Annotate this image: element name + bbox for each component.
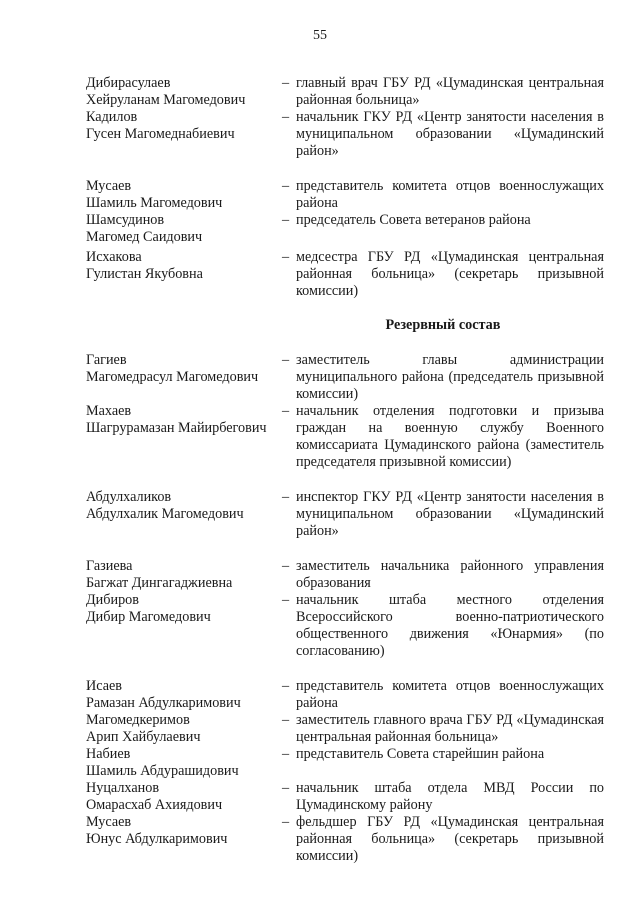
member-name — [86, 712, 282, 746]
member-given-name: Хейруланам Магомедович — [86, 92, 246, 108]
member-name — [86, 75, 282, 109]
member-surname: Мусаев — [86, 814, 132, 830]
member-role: председатель Совета ветеранов района — [296, 212, 531, 228]
member-surname: Дибирасулаев — [86, 75, 171, 91]
reserve-member-entry: Набиев Шамиль Абдурашидович – представитель Совета старейшин района — [86, 746, 604, 780]
member-role: начальник штаба отдела МВД России по Цумадинскому району — [296, 780, 604, 813]
member-role: инспектор ГКУ РД «Центр занятости населения в муниципальном образовании «Цумадинский район» — [296, 489, 604, 539]
member-role: представитель комитета отцов военнослужащих района — [296, 178, 604, 211]
member-surname: Махаев — [86, 403, 132, 419]
reserve-member-entry: Газиева Багжат Дингагаджиевна – заместитель начальника районного управления образования — [86, 558, 604, 591]
member-name — [86, 212, 282, 246]
member-given-name: Абдулхалик Магомедович — [86, 506, 244, 522]
member-surname: Шамсудинов — [86, 212, 165, 228]
member-role: фельдшер ГБУ РД «Цумадинская центральная районная больница» (секретарь призывной комиссии) — [296, 814, 604, 864]
member-surname: Дибиров — [86, 592, 139, 608]
member-role: начальник отделения подготовки и призыва граждан на военную службу Военного комиссариата Цумадинского района (заместитель председателя призывной комиссии) — [296, 403, 604, 470]
member-role: представитель комитета отцов военнослужащих района — [296, 678, 604, 711]
member-surname: Абдулхаликов — [86, 489, 172, 505]
page-number: 55 — [313, 28, 327, 43]
member-entry: Исхакова Гулистан Якубовна – медсестра ГБУ РД «Цумадинская центральная районная больница» (секретарь призывной комиссии) — [86, 249, 604, 299]
reserve-member-entry: Гагиев Магомедрасул Магомедович – заместитель главы администрации муниципального района (председатель призывной комиссии) — [86, 352, 604, 402]
member-surname: Набиев — [86, 746, 131, 762]
member-given-name: Омарасхаб Ахиядович — [86, 797, 223, 813]
member-surname: Исаев — [86, 678, 123, 694]
reserve-member-entry: Дибиров Дибир Магомедович – начальник штаба местного отделения Всероссийского военно-патриотического общественного движения «Юнармия» (по согласованию) — [86, 592, 604, 659]
reserve-member-entry: Исаев Рамазан Абдулкаримович – представитель комитета отцов военнослужащих района — [86, 678, 604, 711]
member-role: главный врач ГБУ РД «Цумадинская центральная районная больница» — [296, 75, 604, 108]
member-role: начальник штаба местного отделения Всероссийского военно-патриотического общественного движения «Юнармия» (по согласованию) — [296, 592, 604, 659]
member-role: заместитель главы администрации муниципального района (председатель призывной комиссии) — [296, 352, 604, 402]
member-name — [86, 780, 282, 814]
member-name — [86, 489, 282, 540]
member-name — [86, 178, 282, 212]
member-role: начальник ГКУ РД «Центр занятости населения в муниципальном образовании «Цумадинский район» — [296, 109, 604, 159]
member-role: заместитель начальника районного управления образования — [296, 558, 604, 591]
member-given-name: Юнус Абдулкаримович — [86, 831, 228, 847]
member-entry: Дибирасулаев Хейруланам Магомедович – главный врач ГБУ РД «Цумадинская центральная районная больница» — [86, 75, 604, 108]
member-entry: Кадилов Гусен Магомеднабиевич – начальник ГКУ РД «Центр занятости населения в муниципальном образовании «Цумадинский район» — [86, 109, 604, 159]
member-given-name: Шамиль Магомедович — [86, 195, 223, 211]
member-name — [86, 403, 282, 471]
reserve-member-entry: Махаев Шагрурамазан Майирбегович – начальник отделения подготовки и призыва граждан на военную службу Военного комиссариата Цумадинского района (заместитель председателя призывной комиссии) — [86, 403, 604, 470]
member-given-name: Магомедрасул Магомедович — [86, 369, 259, 385]
member-name — [86, 814, 282, 865]
member-given-name: Магомед Саидович — [86, 229, 203, 245]
reserve-member-entry: Мусаев Юнус Абдулкаримович – фельдшер ГБУ РД «Цумадинская центральная районная больница» (секретарь призывной комиссии) — [86, 814, 604, 864]
member-surname: Кадилов — [86, 109, 138, 125]
member-surname: Магомедкеримов — [86, 712, 190, 728]
reserve-member-entry: Абдулхаликов Абдулхалик Магомедович – инспектор ГКУ РД «Центр занятости населения в муниципальном образовании «Цумадинский район» — [86, 489, 604, 539]
member-role: представитель Совета старейшин района — [296, 746, 545, 762]
member-name — [86, 249, 282, 300]
member-given-name: Рамазан Абдулкаримович — [86, 695, 241, 711]
member-surname: Нуцалханов — [86, 780, 160, 796]
member-role: медсестра ГБУ РД «Цумадинская центральная районная больница» (секретарь призывной комиссии) — [296, 249, 604, 299]
member-given-name: Шамиль Абдурашидович — [86, 763, 239, 779]
member-name — [86, 352, 282, 403]
member-entry: Шамсудинов Магомед Саидович – председатель Совета ветеранов района — [86, 212, 604, 246]
member-entry: Мусаев Шамиль Магомедович – представитель комитета отцов военнослужащих района — [86, 178, 604, 211]
commission-list — [86, 75, 604, 865]
member-surname: Мусаев — [86, 178, 132, 194]
member-name — [86, 109, 282, 160]
member-role: заместитель главного врача ГБУ РД «Цумадинская центральная районная больница» — [296, 712, 604, 745]
member-surname: Гагиев — [86, 352, 127, 368]
member-name — [86, 678, 282, 712]
member-name — [86, 746, 282, 780]
member-surname: Газиева — [86, 558, 133, 574]
section-title-reserve: Резервный состав — [385, 317, 501, 333]
member-given-name: Гулистан Якубовна — [86, 266, 203, 282]
member-given-name: Шагрурамазан Майирбегович — [86, 420, 267, 436]
reserve-member-entry: Нуцалханов Омарасхаб Ахиядович – начальник штаба отдела МВД России по Цумадинскому району — [86, 780, 604, 813]
member-name — [86, 558, 282, 592]
member-surname: Исхакова — [86, 249, 142, 265]
member-given-name: Дибир Магомедович — [86, 609, 211, 625]
member-given-name: Багжат Дингагаджиевна — [86, 575, 233, 591]
reserve-member-entry: Магомедкеримов Арип Хайбулаевич – заместитель главного врача ГБУ РД «Цумадинская центральная районная больница» — [86, 712, 604, 745]
member-given-name: Арип Хайбулаевич — [86, 729, 201, 745]
member-given-name: Гусен Магомеднабиевич — [86, 126, 235, 142]
member-name — [86, 592, 282, 660]
